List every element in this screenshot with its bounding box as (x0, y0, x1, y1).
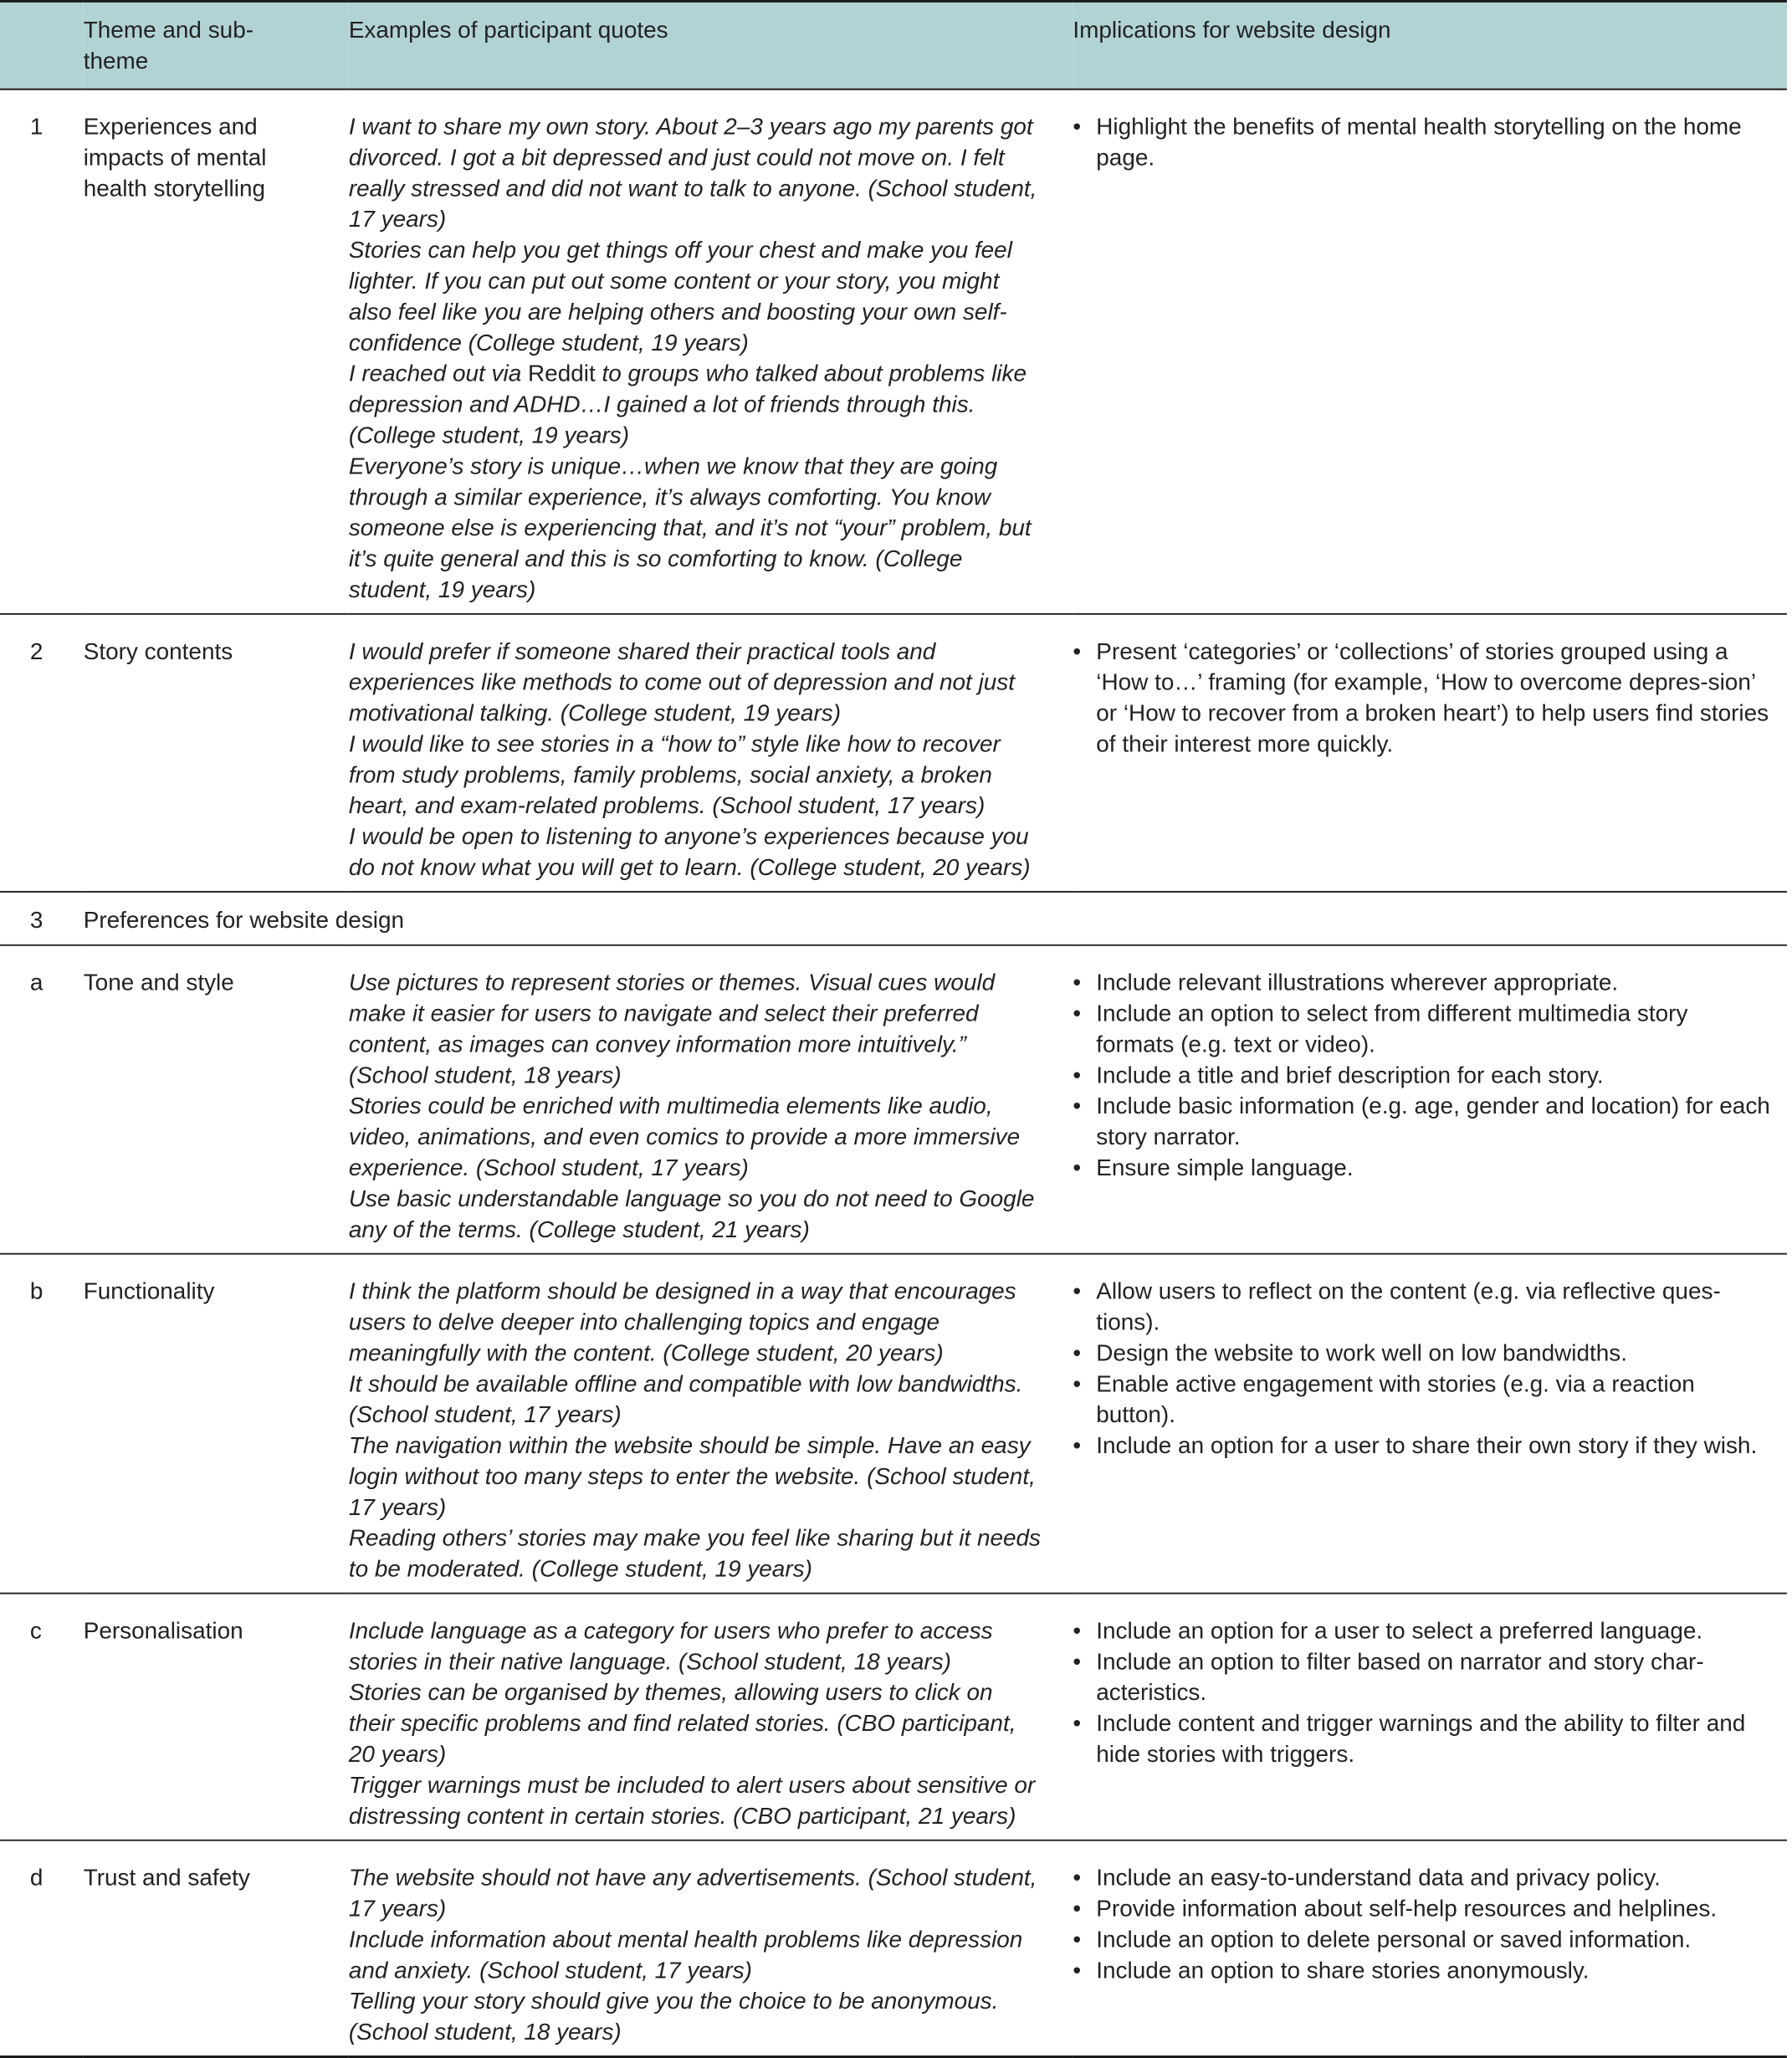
row-implications (1073, 1594, 1787, 1840)
implication-item: • Include relevant illustrations wherever appropriate. (1073, 967, 1770, 998)
implication-item: • Ensure simple language. (1073, 1152, 1770, 1183)
row-number: b (29, 1277, 44, 1304)
participant-quote: Use pictures to represent stories or themes. Visual cues would make it easier for users to navigate and select their preferred content, as images can convey information more intuitively.” (School student, 18 years) (348, 969, 996, 1088)
implication-item: • Present ‘categories’ or ‘collections’ of stories grouped using a ‘How to…’ framing (for example, ‘How to overcome depres-sion’ or ‘How to recover from a broken heart’) to help users find stories of their interest more quickly. (1073, 636, 1770, 760)
implication-item: • Include an option to filter based on narrator and story char-acteristics. (1073, 1646, 1770, 1707)
implication-item: • Enable active engagement with stories (e.g. via a reaction button). (1073, 1368, 1770, 1430)
implication-item: • Include basic information (e.g. age, gender and location) for each story narrator. (1073, 1090, 1770, 1152)
participant-quote: Include information about mental health problems like depression and anxiety. (School student, 17 years) (348, 1926, 1023, 1984)
table-row (0, 90, 1787, 614)
implications-list (1073, 1862, 1770, 1986)
implication-item: • Allow users to reflect on the content (e.g. via reflective ques-tions). (1073, 1276, 1770, 1338)
header-number-cell (0, 1, 84, 89)
row-number: a (29, 969, 44, 996)
row-quotes (349, 90, 1073, 614)
participant-quote: I would like to see stories in a “how to” style like how to recover from study problems, family problems, social anxiety, a broken heart, and exam-related problems. (School student, 17 years) (348, 730, 1001, 819)
implication-item: • Provide information about self-help resources and helplines. (1073, 1893, 1770, 1924)
header-implications: Implications for website design (1073, 16, 1391, 43)
section-row (0, 892, 1787, 945)
table-row (0, 945, 1787, 1254)
row-theme: Experiences and impacts of mental health storytelling (83, 113, 267, 202)
row-number: c (29, 1617, 42, 1644)
row-theme: Story contents (83, 637, 233, 664)
row-number: d (29, 1864, 44, 1891)
row-quotes (349, 945, 1073, 1254)
implication-item: • Include an option to select from different multimedia story formats (e.g. text or video). (1073, 998, 1770, 1060)
implications-list (1073, 636, 1770, 760)
table-row (0, 1594, 1787, 1840)
row-theme: Functionality (83, 1277, 215, 1304)
implication-item: • Include an option for a user to select a preferred language. (1073, 1615, 1770, 1646)
row-implications (1073, 945, 1787, 1254)
row-number: 3 (29, 906, 44, 933)
implication-item: • Include an option for a user to share their own story if they wish. (1073, 1430, 1770, 1461)
participant-quote: Reading others’ stories may make you feel like sharing but it needs to be moderated. (College student, 19 years) (348, 1524, 1042, 1582)
participant-quote: Trigger warnings must be included to alert users about sensitive or distressing content in certain stories. (CBO participant, 21 years) (348, 1771, 1036, 1829)
row-number: 1 (29, 113, 44, 140)
participant-quote: Include language as a category for users who prefer to access stories in their native language. (School student, 18 years) (348, 1617, 993, 1675)
participant-quote: Stories can be organised by themes, allowing users to click on their specific problems and find related stories. (CBO participant, 20 years) (348, 1679, 1016, 1767)
section-theme: Preferences for website design (83, 906, 405, 933)
header-theme: Theme and sub-theme (83, 16, 254, 74)
row-implications (1073, 1254, 1787, 1594)
row-quotes (349, 1840, 1073, 2057)
participant-quote (349, 358, 1043, 451)
implication-item: • Include content and trigger warnings and the ability to filter and hide stories with triggers. (1073, 1707, 1770, 1769)
row-implications (1073, 1840, 1787, 2057)
implication-item: • Include a title and brief description for each story. (1073, 1059, 1770, 1090)
participant-quote: I would be open to listening to anyone’s experiences because you do not know what you will get to learn. (College student, 20 years) (348, 823, 1031, 881)
participant-quote: I would prefer if someone shared their practical tools and experiences like methods to come out of depression and not just motivational talking. (College student, 19 years) (348, 637, 1016, 726)
participant-quote: The navigation within the website should be simple. Have an easy login without too many steps to enter the website. (School student, 17 years) (348, 1432, 1036, 1520)
participant-quote: I want to share my own story. About 2–3 years ago my parents got divorced. I got a bit depressed and just could not move on. I felt really stressed and did not want to talk to anyone. (School student, 17 years) (348, 113, 1037, 233)
implications-list (1073, 967, 1770, 1183)
header-row (0, 1, 1787, 89)
quote-text: to groups who talked about problems like depression and ADHD…I gained a lot of friends through this. (College student, 19 years) (348, 360, 1027, 448)
row-quotes (349, 1254, 1073, 1594)
row-theme: Tone and style (83, 969, 234, 996)
row-quotes (349, 614, 1073, 892)
quote-text: I reached out via (348, 360, 522, 387)
implications-list (1073, 111, 1770, 173)
implications-list (1073, 1615, 1770, 1769)
implication-item: • Highlight the benefits of mental health storytelling on the home page. (1073, 111, 1770, 173)
brand-name-reddit: Reddit (528, 360, 596, 387)
table-body (0, 90, 1787, 2057)
participant-quote: Use basic understandable language so you do not need to Google any of the terms. (College student, 21 years) (348, 1185, 1035, 1242)
participant-quote: It should be available offline and compatible with low bandwidths. (School student, 17 years) (348, 1370, 1023, 1428)
participant-quote: Stories can help you get things off your chest and make you feel lighter. If you can put out some content or your story, you might also feel like you are helping others and boosting your own self-confidence (College student, 19 years) (348, 237, 1012, 356)
participant-quote: Telling your story should give you the choice to be anonymous. (School student, 18 years) (348, 1988, 999, 2045)
participant-quote: The website should not have any advertisements. (School student, 17 years) (348, 1864, 1037, 1922)
row-quotes (349, 1594, 1073, 1840)
participant-quote: I think the platform should be designed in a way that encourages users to delve deeper into challenging topics and engage meaningfully with the content. (College student, 20 years) (348, 1277, 1016, 1366)
implication-item: • Include an option to share stories anonymously. (1073, 1954, 1770, 1985)
participant-quote: Everyone’s story is unique…when we know that they are going through a similar experience, it’s always comforting. You know someone else is experiencing that, and it’s not “your” problem, but it’s quite general and this is so comforting to know. (College student, 19 years) (348, 453, 1032, 602)
table-row (0, 1254, 1787, 1594)
participant-quote: Stories could be enriched with multimedia elements like audio, video, animations, and even comics to provide a more immersive experience. (School student, 17 years) (348, 1093, 1021, 1180)
implication-item: • Design the website to work well on low bandwidths. (1073, 1337, 1770, 1368)
table-row (0, 614, 1787, 892)
implications-list (1073, 1276, 1770, 1461)
row-implications (1073, 90, 1787, 614)
table-row (0, 1840, 1787, 2057)
implication-item: • Include an option to delete personal or saved information. (1073, 1923, 1770, 1954)
header-quotes: Examples of participant quotes (348, 16, 668, 43)
row-theme: Trust and safety (83, 1864, 250, 1891)
table-header (0, 1, 1787, 89)
row-number: 2 (29, 637, 44, 664)
implication-item: • Include an easy-to-understand data and privacy policy. (1073, 1862, 1770, 1893)
row-theme: Personalisation (83, 1617, 243, 1644)
row-implications (1073, 614, 1787, 892)
